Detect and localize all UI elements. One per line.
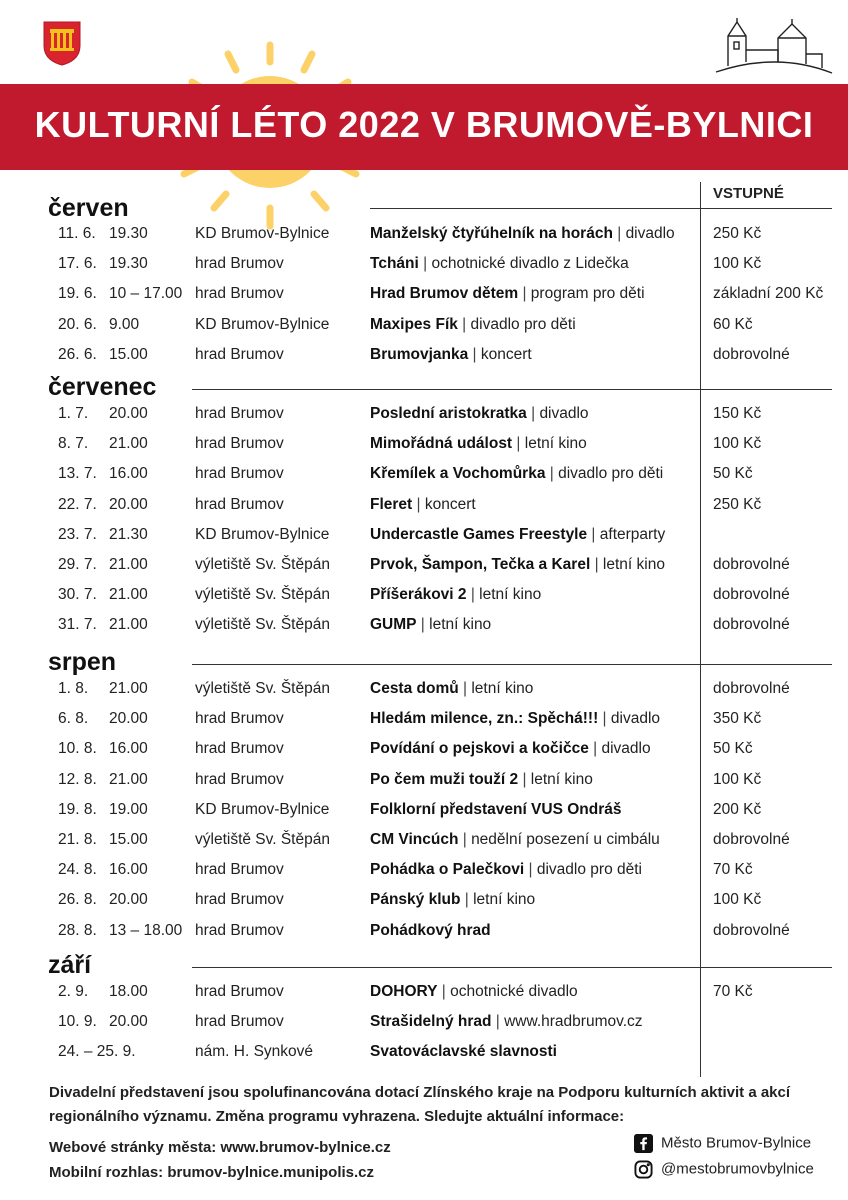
event-date: 30. 7. (58, 586, 97, 604)
event-time: 15.00 (109, 345, 148, 363)
event-price: 100 Kč (713, 770, 762, 788)
event-place: hrad Brumov (195, 435, 284, 453)
separator: | (457, 315, 471, 333)
event-date: 23. 7. (58, 525, 97, 543)
event-row (0, 680, 848, 710)
event-description (370, 255, 629, 273)
event-time: 13 – 18.00 (109, 921, 183, 939)
event-description (370, 586, 541, 604)
event-type: koncert (480, 345, 532, 363)
event-title: Undercastle Games Freestyle (370, 525, 588, 543)
event-date: 28. 8. (58, 921, 97, 939)
event-date: 21. 8. (58, 831, 97, 848)
event-title: CM Vincúch (370, 831, 459, 848)
event-place: hrad Brumov (195, 861, 284, 879)
event-title: Pohádka o Palečkovi (370, 861, 525, 879)
facebook-label: Město Brumov-Bylnice (661, 1134, 812, 1152)
event-row (0, 710, 848, 740)
event-date: 2. 9. (58, 983, 89, 1000)
event-price: dobrovolné (713, 680, 790, 697)
event-time: 15.00 (109, 831, 148, 848)
event-time: 21.00 (109, 680, 148, 697)
separator: | (512, 435, 525, 453)
event-date: 22. 7. (58, 495, 97, 513)
event-place: hrad Brumov (195, 1013, 284, 1031)
event-title: Pohádkový hrad (370, 921, 491, 939)
event-row (0, 1013, 848, 1043)
facebook-link[interactable] (634, 1134, 811, 1153)
event-row (0, 801, 848, 831)
event-date: 8. 7. (58, 435, 89, 453)
separator: | (598, 710, 611, 728)
event-date: 29. 7. (58, 556, 97, 573)
event-date: 20. 6. (58, 315, 97, 333)
event-title: Mimořádná událost (370, 435, 513, 453)
event-time: 21.00 (109, 435, 148, 453)
event-description (370, 346, 532, 364)
separator: | (587, 525, 600, 543)
event-time: 21.00 (109, 770, 148, 788)
event-date: 19. 6. (58, 285, 97, 303)
event-date: 26. 8. (58, 891, 97, 909)
event-place: hrad Brumov (195, 983, 284, 1000)
separator: | (545, 465, 559, 483)
event-date: 26. 6. (58, 345, 97, 363)
instagram-label: @mestobrumovbylnice (661, 1160, 814, 1178)
event-title: Křemílek a Vochomůrka (370, 465, 546, 483)
event-type: program pro děti (530, 285, 645, 303)
event-description (370, 922, 491, 940)
separator: | (524, 861, 537, 879)
event-title: Hledám milence, zn.: Spěchá!!! (370, 710, 599, 728)
event-date: 1. 7. (58, 405, 89, 422)
event-type: divadlo pro děti (536, 861, 642, 879)
event-description (370, 316, 576, 334)
event-type: letní kino (602, 556, 665, 573)
event-price: 150 Kč (713, 405, 762, 422)
page-title: KULTURNÍ LÉTO 2022 V BRUMOVĚ-BYLNICI (34, 104, 814, 145)
event-description (370, 861, 642, 879)
separator: | (458, 831, 472, 848)
event-description (370, 225, 675, 243)
separator: | (491, 1013, 505, 1031)
event-row (0, 891, 848, 921)
event-type: letní kino (530, 770, 593, 788)
event-time: 19.30 (109, 255, 148, 273)
separator: | (588, 740, 602, 758)
event-price: 100 Kč (713, 891, 762, 909)
event-title: Povídání o pejskovi a kočičce (370, 740, 589, 758)
divider-august (192, 664, 832, 665)
event-description (370, 1043, 557, 1061)
instagram-link[interactable] (634, 1160, 814, 1179)
divider-september (192, 967, 832, 968)
event-place: výletiště Sv. Štěpán (195, 616, 330, 634)
event-place: hrad Brumov (195, 285, 284, 303)
separator: | (412, 495, 425, 513)
separator: | (526, 405, 540, 422)
event-date: 6. 8. (58, 710, 89, 728)
castle-illustration (714, 16, 834, 74)
separator: | (460, 891, 474, 909)
event-place: hrad Brumov (195, 495, 284, 513)
event-date: 1. 8. (58, 680, 89, 697)
event-description (370, 496, 476, 514)
event-type: divadlo (601, 740, 651, 758)
event-price: 200 Kč (713, 800, 762, 818)
event-time: 16.00 (109, 465, 148, 483)
event-price: 100 Kč (713, 255, 762, 273)
event-type: letní kino (524, 435, 587, 453)
event-title: Pánský klub (370, 891, 461, 909)
separator: | (518, 770, 531, 788)
event-row (0, 861, 848, 891)
event-description (370, 983, 578, 1001)
separator: | (458, 680, 472, 697)
event-time: 20.00 (109, 405, 148, 422)
event-time: 20.00 (109, 891, 148, 909)
event-title: Poslední aristokratka (370, 405, 527, 422)
event-date: 10. 8. (58, 740, 97, 758)
separator: | (418, 255, 432, 273)
separator: | (468, 345, 481, 363)
event-row (0, 831, 848, 861)
event-date: 24. – 25. 9. (58, 1043, 136, 1061)
event-time: 21.00 (109, 556, 148, 573)
event-date: 24. 8. (58, 861, 97, 879)
facebook-icon (634, 1134, 653, 1153)
event-type: koncert (424, 495, 476, 513)
event-place: hrad Brumov (195, 770, 284, 788)
event-time: 19.30 (109, 225, 148, 242)
coat-of-arms-logo (42, 20, 82, 66)
event-title: Tcháni (370, 255, 419, 273)
event-price: 50 Kč (713, 740, 753, 758)
event-place: výletiště Sv. Štěpán (195, 831, 330, 848)
event-place: KD Brumov-Bylnice (195, 525, 330, 543)
event-type: divadlo pro děti (558, 465, 664, 483)
event-date: 31. 7. (58, 616, 97, 634)
event-place: KD Brumov-Bylnice (195, 315, 330, 333)
event-place: hrad Brumov (195, 255, 284, 273)
event-row (0, 496, 848, 526)
event-price: 70 Kč (713, 861, 753, 879)
event-description (370, 891, 535, 909)
event-type: divadlo (539, 405, 589, 422)
website-line: Webové stránky města: www.brumov-bylnice.cz (49, 1139, 391, 1156)
event-row (0, 316, 848, 346)
event-type: letní kino (471, 680, 534, 697)
event-time: 20.00 (109, 1013, 148, 1031)
event-description (370, 831, 660, 849)
month-heading-june: červen (48, 194, 129, 222)
event-price: 350 Kč (713, 710, 762, 728)
event-price: 250 Kč (713, 225, 762, 242)
event-row (0, 405, 848, 435)
separator: | (518, 285, 531, 303)
event-place: výletiště Sv. Štěpán (195, 680, 330, 697)
event-title: Maxipes Fík (370, 315, 458, 333)
event-date: 19. 8. (58, 800, 97, 818)
event-price: 60 Kč (713, 315, 753, 333)
event-title: Brumovjanka (370, 345, 469, 363)
event-place: hrad Brumov (195, 465, 284, 483)
event-time: 21.00 (109, 616, 148, 634)
event-description (370, 405, 589, 423)
month-heading-july: červenec (48, 373, 157, 401)
price-column-header: VSTUPNÉ (713, 185, 784, 202)
event-type: letní kino (479, 586, 542, 604)
separator: | (416, 616, 430, 634)
event-description (370, 710, 660, 728)
event-time: 10 – 17.00 (109, 285, 183, 303)
event-row (0, 740, 848, 770)
event-date: 13. 7. (58, 465, 97, 483)
event-type: letní kino (473, 891, 536, 909)
event-row (0, 1043, 848, 1073)
event-description (370, 680, 533, 698)
event-time: 20.00 (109, 710, 148, 728)
event-date: 11. 6. (58, 225, 96, 242)
event-price: 50 Kč (713, 465, 753, 483)
event-price: dobrovolné (713, 921, 790, 939)
event-row (0, 285, 848, 315)
event-title: Fleret (370, 495, 413, 513)
event-description (370, 526, 665, 544)
event-type: afterparty (599, 525, 666, 543)
month-heading-august: srpen (48, 648, 117, 676)
event-description (370, 285, 645, 303)
event-type: divadlo pro děti (470, 315, 576, 333)
event-description (370, 465, 663, 483)
mobile-radio-line: Mobilní rozhlas: brumov-bylnice.munipolis.cz (49, 1164, 375, 1181)
event-price: základní 200 Kč (713, 285, 824, 303)
event-title: Cesta domů (370, 680, 459, 697)
separator: | (590, 556, 603, 573)
funding-note: Divadelní představení jsou spolufinancována dotací Zlínského kraje na Podporu kulturních aktivit a akcí regionálního významu. Změna programu vyhrazena. Sledujte aktuální informace: (49, 1084, 791, 1125)
event-title: DOHORY (370, 983, 438, 1000)
event-title: Strašidelný hrad (370, 1013, 492, 1031)
event-title: Příšerákovi 2 (370, 586, 467, 604)
event-time: 16.00 (109, 861, 148, 879)
event-row (0, 983, 848, 1013)
event-type: divadlo (625, 225, 675, 242)
event-place: výletiště Sv. Štěpán (195, 556, 330, 573)
event-date: 10. 9. (58, 1013, 97, 1031)
event-price: 100 Kč (713, 435, 762, 453)
event-description (370, 801, 622, 819)
event-place: KD Brumov-Bylnice (195, 800, 330, 818)
event-row (0, 771, 848, 801)
event-row (0, 616, 848, 646)
event-row (0, 465, 848, 495)
event-price: dobrovolné (713, 556, 790, 573)
event-row (0, 255, 848, 285)
event-description (370, 740, 651, 758)
event-type: letní kino (429, 616, 492, 634)
event-price: dobrovolné (713, 616, 790, 634)
divider-july (192, 389, 832, 390)
event-price: dobrovolné (713, 345, 790, 363)
separator: | (612, 225, 626, 242)
separator: | (437, 983, 451, 1000)
event-title: Manželský čtyřúhelník na horách (370, 225, 613, 242)
event-type: nedělní posezení u cimbálu (471, 831, 660, 848)
event-title: Folklorní představení VUS Ondráš (370, 800, 622, 818)
event-price: 250 Kč (713, 495, 762, 513)
event-place: hrad Brumov (195, 405, 284, 422)
event-description (370, 1013, 643, 1031)
event-time: 19.00 (109, 800, 148, 818)
event-row (0, 346, 848, 376)
event-row (0, 526, 848, 556)
event-type: ochotnické divadlo z Lidečka (431, 255, 629, 273)
event-price: dobrovolné (713, 831, 790, 848)
event-place: hrad Brumov (195, 891, 284, 909)
event-row (0, 586, 848, 616)
event-place: nám. H. Synkové (195, 1043, 314, 1061)
event-row (0, 435, 848, 465)
event-place: hrad Brumov (195, 740, 284, 758)
event-time: 9.00 (109, 315, 140, 333)
event-row (0, 922, 848, 952)
event-date: 17. 6. (58, 255, 97, 273)
separator: | (466, 586, 480, 604)
event-description (370, 556, 665, 574)
event-date: 12. 8. (58, 770, 97, 788)
instagram-icon (634, 1160, 653, 1179)
event-title: GUMP (370, 616, 417, 634)
event-time: 16.00 (109, 740, 148, 758)
event-time: 18.00 (109, 983, 148, 1000)
event-place: hrad Brumov (195, 921, 284, 939)
event-description (370, 771, 593, 789)
event-title: Po čem muži touží 2 (370, 770, 519, 788)
event-type: divadlo (610, 710, 661, 728)
divider-june (370, 208, 832, 209)
month-heading-september: září (48, 951, 92, 979)
event-time: 20.00 (109, 495, 148, 513)
event-description (370, 435, 587, 453)
event-row (0, 556, 848, 586)
event-title: Prvok, Šampon, Tečka a Karel (370, 556, 591, 573)
event-title: Svatováclavské slavnosti (370, 1043, 557, 1061)
event-place: hrad Brumov (195, 345, 284, 363)
event-time: 21.30 (109, 525, 148, 543)
event-place: hrad Brumov (195, 710, 284, 728)
event-price: dobrovolné (713, 586, 790, 604)
event-description (370, 616, 491, 634)
event-row (0, 225, 848, 255)
event-price: 70 Kč (713, 983, 753, 1000)
event-type: ochotnické divadlo (450, 983, 578, 1000)
event-time: 21.00 (109, 586, 148, 604)
event-title: Hrad Brumov dětem (370, 285, 519, 303)
event-place: KD Brumov-Bylnice (195, 225, 330, 242)
event-place: výletiště Sv. Štěpán (195, 586, 330, 604)
event-type: www.hradbrumov.cz (504, 1013, 643, 1031)
